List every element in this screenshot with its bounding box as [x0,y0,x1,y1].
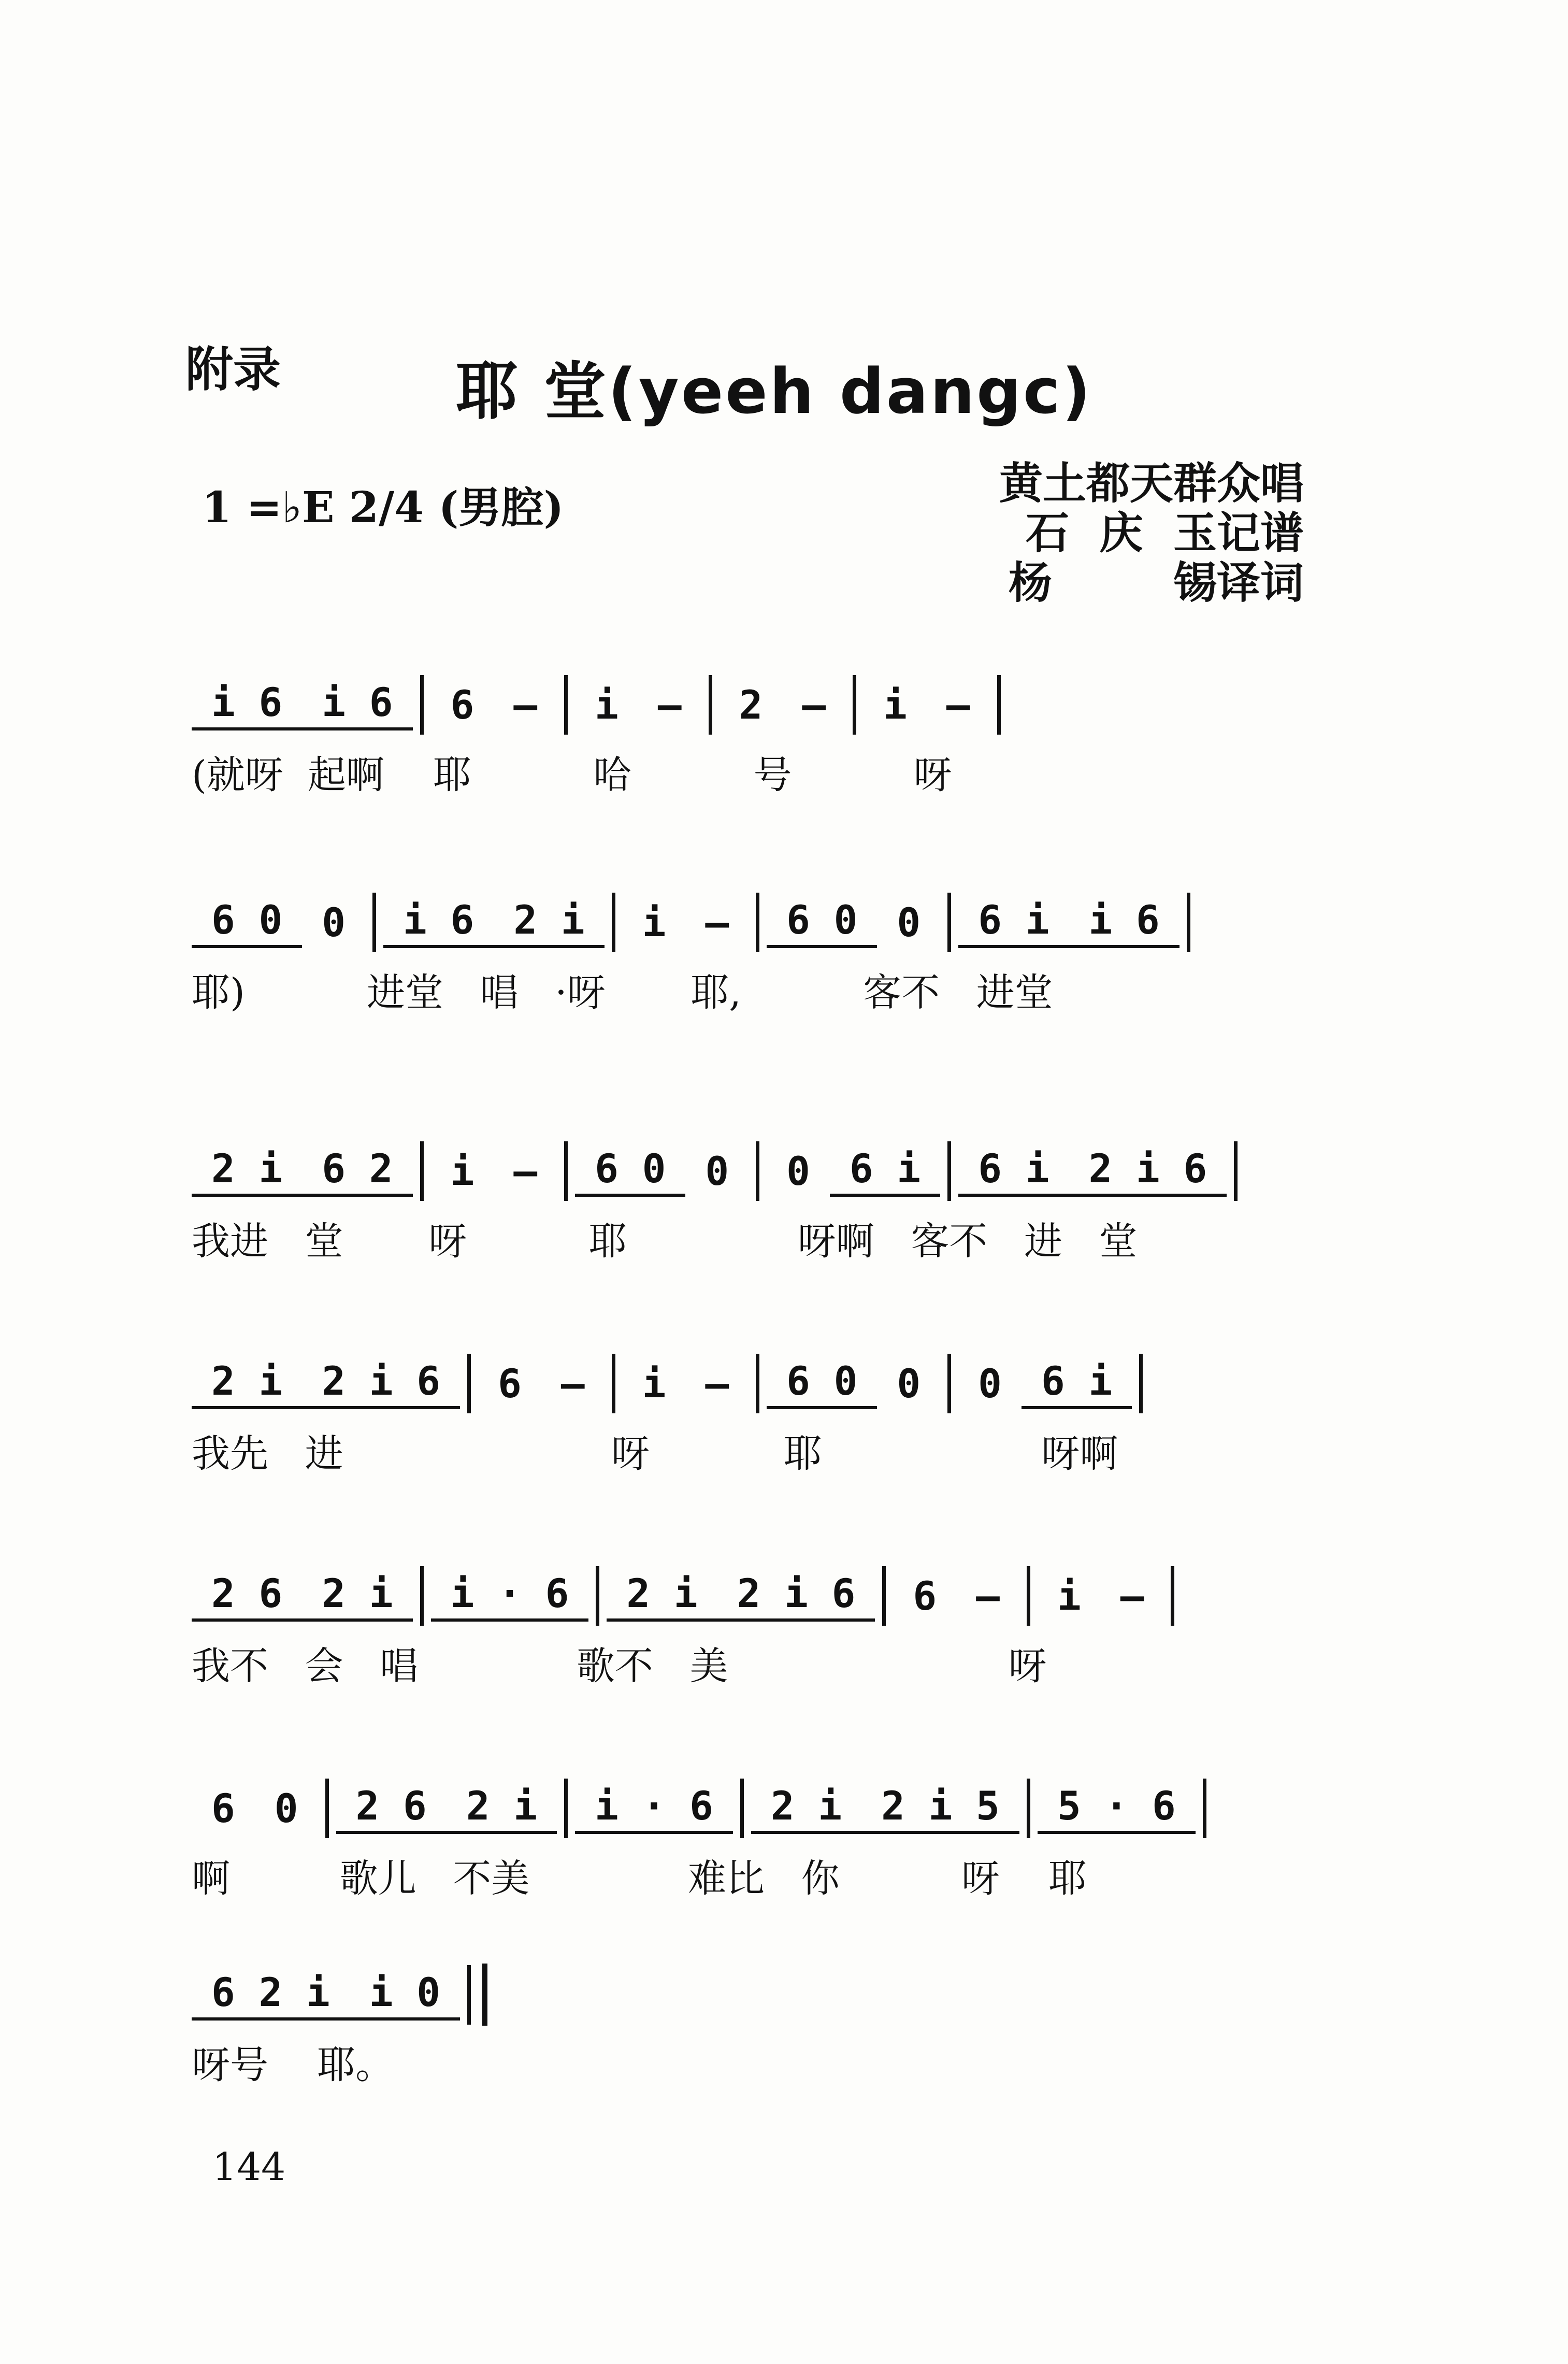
bar-line [997,675,1001,735]
bar-line [325,1779,329,1838]
lyrics-row [192,1425,1362,1477]
notation-row [192,668,1362,741]
bar-line [1187,893,1190,952]
bar-line [564,1779,568,1838]
bar-line [756,1354,759,1413]
bar-line [612,1354,615,1413]
note-group: i [642,1360,666,1407]
bar-line [1027,1566,1030,1626]
lyrics-text: 我不 会 唱 歌不 美 呀 [192,1644,1047,1688]
note-group: i 6 [302,679,412,730]
note-group: 6 0 [767,1358,877,1409]
note-group: i 0 [350,1969,460,2021]
note-group: i 6 [383,897,494,948]
note-group: i [595,681,618,728]
note-group: 6 2 i [192,1969,350,2021]
note-group: 2 i [447,1783,557,1834]
note-group: 6 0 [192,897,302,948]
note-group: 5 · 6 [1038,1783,1196,1834]
note-group: 6 2 [302,1145,412,1197]
bar-line [372,893,376,952]
bar-line [947,1141,951,1201]
note-group: i · 6 [575,1783,733,1834]
lyrics-text: 我进 堂 呀 耶 呀啊 客不 进 堂 [192,1219,1138,1264]
note-group: i [450,1148,474,1194]
lyrics-text: 啊 歌儿 不美 难比 你 呀 耶 [192,1856,1087,1901]
note-group: – [513,1148,538,1194]
bar-line [596,1566,599,1626]
bar-line [1171,1566,1174,1626]
note-group: 2 6 [192,1570,302,1622]
lyrics-row [192,746,1362,798]
lyrics-row [192,1637,1362,1689]
note-group: i 6 [1069,897,1179,948]
lyrics-row [192,1850,1362,1901]
note-group: 6 [913,1572,937,1619]
bar-line [947,1354,951,1413]
bar-line [420,1566,424,1626]
note-group: 0 [897,899,921,945]
bar-line [756,1141,759,1201]
bar-line [740,1779,744,1838]
note-group: 0 [897,1360,921,1407]
final-bar-thick [482,1964,487,2026]
lyrics-row [192,964,1362,1015]
note-group: – [976,1572,1000,1619]
note-group: 0 [978,1360,1002,1407]
note-group: 6 [211,1785,235,1831]
bar-line [612,893,615,952]
notation-row [192,1559,1362,1632]
bar-line [709,675,712,735]
lyrics-text: 呀号 耶。 [192,2043,394,2087]
credit-translation: 杨 锡译词 [1009,557,1304,608]
note-group: – [560,1360,585,1407]
credit-notation: 石 庆 玉记谱 [1026,508,1304,558]
note-group: – [657,681,682,728]
note-group: – [1120,1572,1144,1619]
notation-row [192,1347,1362,1420]
lyrics-text: 我先 进 呀 耶 呀啊 [192,1431,1118,1476]
bar-line [564,1141,568,1201]
note-group: – [705,899,729,945]
appendix-label: 附录 [185,342,281,397]
song-title: 耶 堂(yeeh dangc) [456,356,1093,428]
bar-line [420,1141,424,1201]
note-group: 2 i [494,897,604,948]
note-group: 6 0 [575,1145,685,1197]
bar-line [947,893,951,952]
note-group: 6 [498,1360,522,1407]
note-group: i · 6 [431,1570,589,1622]
note-group: i [1057,1572,1081,1619]
key-signature: 1 =♭E 2/4 (男腔) [202,483,564,533]
note-group: 2 i [607,1570,717,1622]
note-group: 6 i [830,1145,940,1197]
final-bar-thin [467,1965,471,2025]
note-group: – [946,681,970,728]
note-group: 6 i [958,897,1069,948]
bar-line [420,675,424,735]
note-group: 2 i 6 [1069,1145,1227,1197]
page-number: 144 [212,2145,286,2189]
note-group: 0 [274,1785,298,1831]
note-group: i [642,899,666,945]
credits-block [999,459,1304,608]
bar-line [882,1566,886,1626]
lyrics-text: 耶) 进堂 唱 ·呀 耶, 客不 进堂 [192,970,1053,1015]
notation-row [192,1772,1362,1844]
bar-line [756,893,759,952]
lyrics-row [192,1212,1362,1264]
note-group: 2 [739,681,763,728]
lyrics-row [192,2036,1362,2088]
note-group: 0 [786,1148,810,1194]
credit-singer: 黄土都天群众唱 [999,458,1304,509]
bar-line [467,1354,471,1413]
note-group: 2 i [192,1145,302,1197]
note-group: 6 [450,681,474,728]
lyrics-text: (就呀 起啊 耶 哈 号 呀 [192,753,952,797]
note-group: 6 i [1022,1358,1132,1409]
notation-row [192,1958,1362,2031]
note-group: i [883,681,907,728]
bar-line [1234,1141,1238,1201]
note-group: 2 i 5 [861,1783,1019,1834]
note-group: i 6 [192,679,302,730]
note-group: – [513,681,538,728]
notation-row [192,886,1362,958]
note-group: – [802,681,826,728]
note-group: 2 i [302,1570,412,1622]
note-group: – [705,1360,729,1407]
note-group: 0 [322,899,346,945]
note-group: 6 i [958,1145,1069,1197]
notation-row [192,1135,1362,1207]
note-group: 2 i [192,1358,302,1409]
note-group: 2 i 6 [717,1570,875,1622]
note-group: 0 [705,1148,729,1194]
bar-line [564,675,568,735]
bar-line [1203,1779,1206,1838]
note-group: 2 i [751,1783,861,1834]
bar-line [1027,1779,1030,1838]
note-group: 2 i 6 [302,1358,460,1409]
bar-line [853,675,856,735]
note-group: 6 0 [767,897,877,948]
note-group: 2 6 [336,1783,447,1834]
bar-line [1139,1354,1143,1413]
